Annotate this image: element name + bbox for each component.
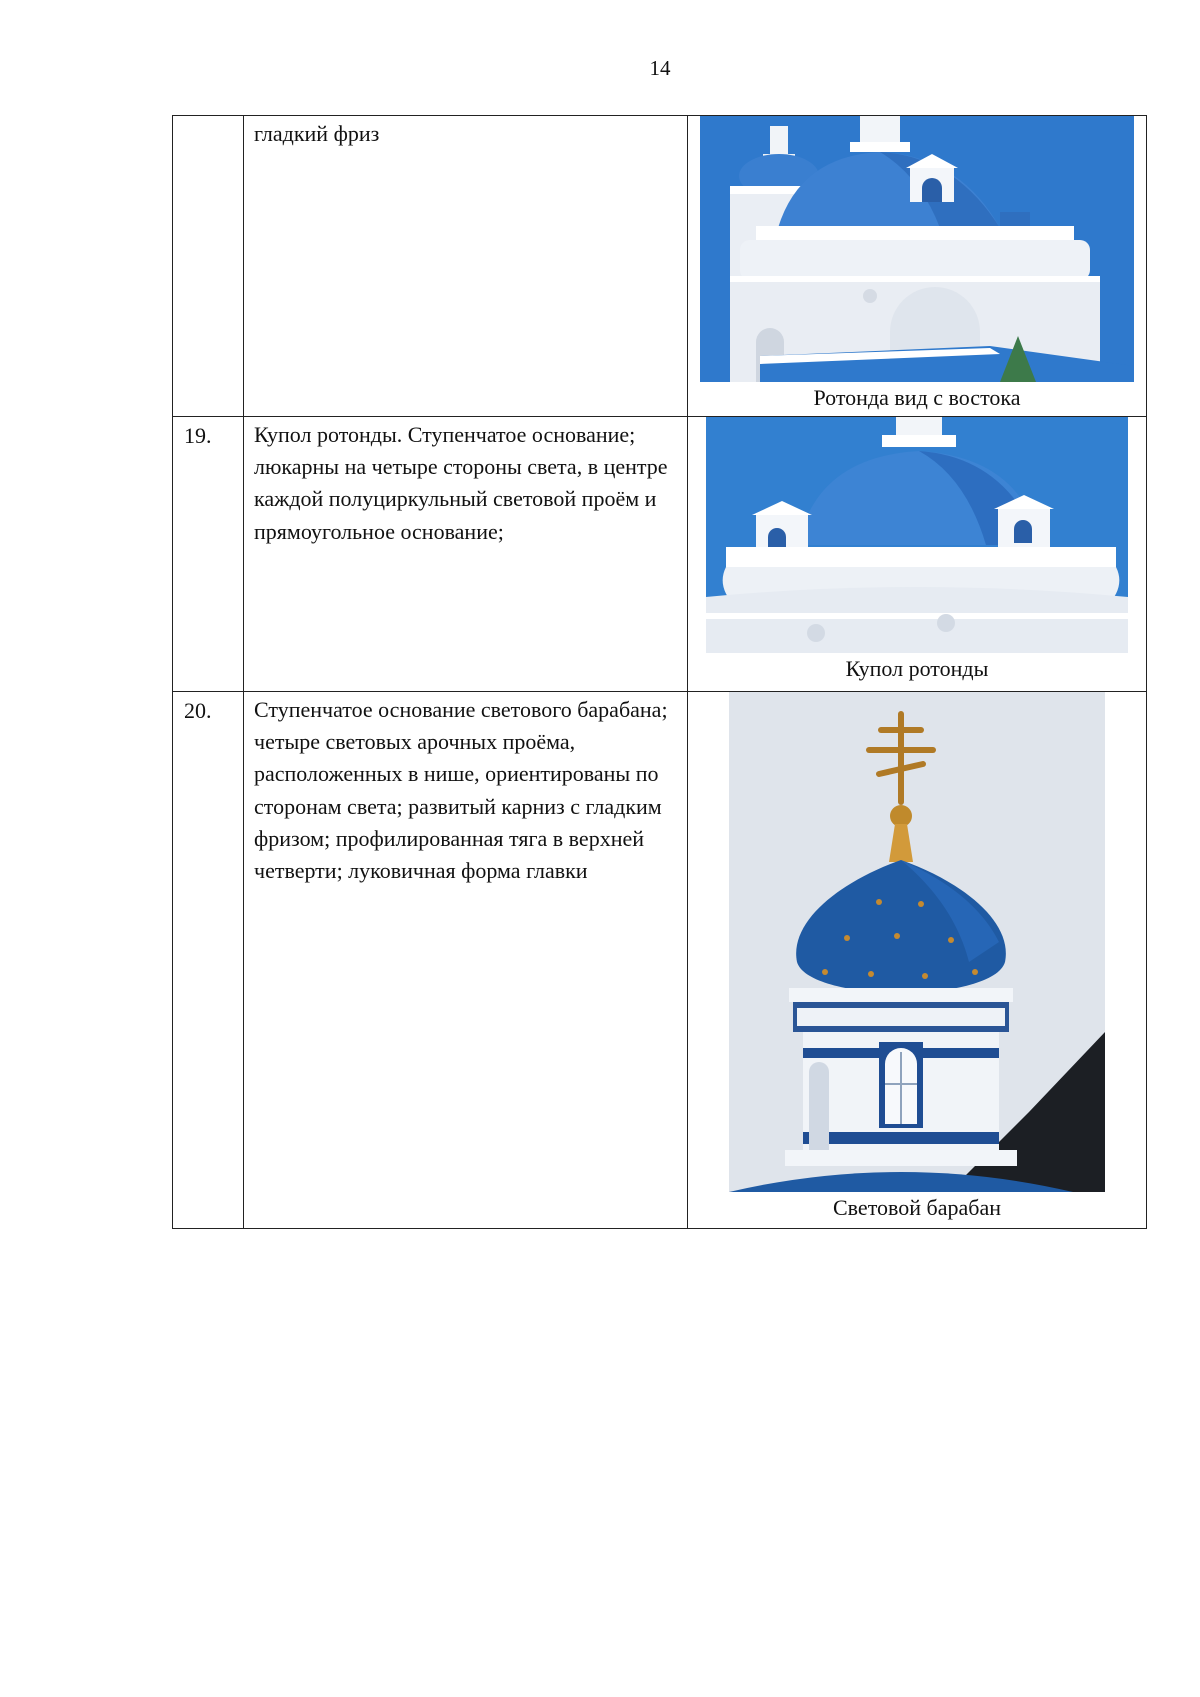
image-caption: Ротонда вид с востока xyxy=(813,385,1021,410)
row-number-cell xyxy=(173,692,244,1229)
image-caption: Купол ротонды xyxy=(845,656,989,681)
row-description: Ступенчатое основание светового барабана; четыре световых арочных проёма, расположенных в нише, ориентированы по сторонам света; развитый карниз с гладким фризом; профилированная тяга в верхней четверти; луковичная форма главки xyxy=(254,697,668,884)
row-number: 20. xyxy=(184,698,212,723)
row-image-cell xyxy=(688,116,1147,417)
page-number: 14 xyxy=(649,56,671,80)
row-description: гладкий фриз xyxy=(254,121,380,146)
row-description: Купол ротонды. Ступенчатое основание; люкарны на четыре стороны света, в центре каждой полуциркульный световой проём и прямоугольное основание; xyxy=(254,422,668,544)
row-description-cell xyxy=(244,417,688,692)
rotunda-east-photo xyxy=(700,116,1134,382)
rotunda-dome-photo xyxy=(706,417,1128,653)
table-row xyxy=(173,116,1147,417)
image-caption: Световой барабан xyxy=(833,1195,1001,1220)
row-description-cell xyxy=(244,692,688,1229)
table-row xyxy=(173,417,1147,692)
row-number-cell xyxy=(173,417,244,692)
row-image-cell xyxy=(688,692,1147,1229)
description-table xyxy=(172,115,1147,1229)
light-drum-photo xyxy=(729,692,1105,1192)
row-image-cell xyxy=(688,417,1147,692)
row-number xyxy=(173,116,243,122)
row-description-cell xyxy=(244,116,688,417)
row-number: 19. xyxy=(184,423,212,448)
table-row xyxy=(173,692,1147,1229)
row-number-cell xyxy=(173,116,244,417)
